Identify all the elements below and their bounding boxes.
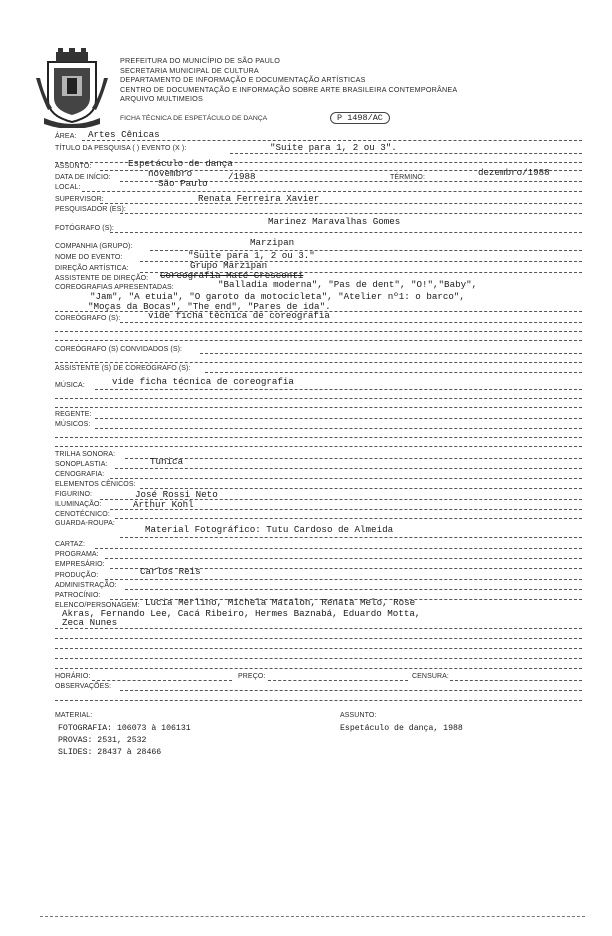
local-label: LOCAL: <box>55 184 81 191</box>
coreografias-line-3: "Moças da Bocas", "The end", "Pares de ida". <box>88 301 331 312</box>
form-number-stamp: P 1498/AC <box>330 112 390 124</box>
form-rule <box>95 428 582 429</box>
companhia-label: COMPANHIA (GRUPO): <box>55 243 133 250</box>
form-rule <box>120 690 582 691</box>
header-line: DEPARTAMENTO DE INFORMAÇÃO E DOCUMENTAÇÃO ARTÍSTICAS <box>120 75 366 85</box>
musicos-label: MÚSICOS: <box>55 421 91 428</box>
nome-evento-value: "Suite para 1, 2 ou 3." <box>188 250 315 261</box>
form-rule <box>105 579 582 580</box>
patrocinio-label: PATROCÍNIO: <box>55 592 101 599</box>
assistente-direcao-label: ASSISTENTE DE DIREÇÃO: <box>55 275 149 282</box>
data-inicio-mes: novembro <box>148 168 193 179</box>
material-fotografia: FOTOGRAFIA: 106073 à 106131 <box>58 724 191 733</box>
supervisor-value: Renata Ferreira Xavier <box>198 193 320 204</box>
elenco-label: ELENCO/PERSONAGEM: <box>55 602 140 609</box>
coreografias-line-2: "Jam", "A etuia", "O garoto da motocicleta", "Atelier nº1: o barco", <box>90 291 465 302</box>
form-rule <box>205 372 582 373</box>
fotografo-value: Marinez Maravalhas Gomes <box>268 216 401 227</box>
form-rule <box>125 589 582 590</box>
titulo-label: TÍTULO DA PESQUISA ( ) EVENTO (X ): <box>55 145 187 152</box>
form-rule <box>55 628 582 629</box>
form-rule <box>115 468 582 469</box>
elementos-label: ELEMENTOS CÊNICOS: <box>55 481 136 488</box>
assunto-bottom-value: Espetáculo de dança, 1988 <box>340 724 463 733</box>
header-line: CENTRO DE DOCUMENTAÇÃO E INFORMAÇÃO SOBRE ARTE BRASILEIRA CONTEMPORÂNEA <box>120 84 458 94</box>
termino-value: dezembro/1988 <box>478 167 550 178</box>
producao-label: PRODUÇÃO: <box>55 572 99 579</box>
cenografia-label: CENOGRAFIA: <box>55 471 105 478</box>
data-inicio-ano: /1988 <box>228 171 256 182</box>
form-rule <box>105 558 582 559</box>
form-rule <box>120 213 582 214</box>
form-rule <box>55 362 582 363</box>
guarda-roupa-value: Material Fotográfico: Tutu Cardoso de Almeida <box>145 524 394 535</box>
iluminacao-value: Arthur Kohl <box>133 499 194 510</box>
form-rule <box>95 389 582 390</box>
form-rule <box>55 437 582 438</box>
programa-label: PROGRAMA: <box>55 551 99 558</box>
form-rule <box>55 398 582 399</box>
iluminacao-label: ILUMINAÇÃO: <box>55 501 102 508</box>
musica-value: vide ficha técnica de coreografia <box>112 376 294 387</box>
elenco-line-3: Zeca Nunes <box>62 617 118 628</box>
elenco-line-2: Akras, Fernando Lee, Cacá Ribeiro, Hermes Baznabá, Eduardo Motta, <box>62 608 421 619</box>
regente-label: REGENTE: <box>55 411 92 418</box>
form-rule <box>120 322 582 323</box>
assistente-direcao-value: Coreografia Maté Cresconti <box>160 270 304 281</box>
form-rule <box>268 680 408 681</box>
assunto-bottom-label: ASSUNTO: <box>340 712 377 719</box>
local-value: São Paulo <box>158 178 208 189</box>
header-line: SECRETARIA MUNICIPAL DE CULTURA <box>120 65 259 75</box>
assistente-coreografo-label: ASSISTENTE (S) DE COREÓGRAFO (S): <box>55 365 191 372</box>
form-rule <box>82 140 582 141</box>
termino-label: TÉRMINO: <box>390 174 426 181</box>
assunto-label: ASSUNTO: <box>55 163 92 170</box>
form-rule <box>100 203 582 204</box>
administracao-label: ADMINISTRAÇÃO: <box>55 582 117 589</box>
cenotecnico-label: CENOTÉCNICO: <box>55 511 110 518</box>
form-rule <box>92 680 232 681</box>
coreografo-label: COREÓGRAFO (S): <box>55 315 121 322</box>
form-rule <box>55 331 582 332</box>
institution-header <box>120 56 457 104</box>
form-rule <box>450 680 582 681</box>
sonoplastia-value: Tunica <box>150 456 184 467</box>
area-value: Artes Cênicas <box>88 129 160 140</box>
form-rule <box>55 446 582 447</box>
nome-evento-label: NOME DO EVENTO: <box>55 254 123 261</box>
horario-label: HORÁRIO: <box>55 673 91 680</box>
form-rule <box>55 648 582 649</box>
musica-label: MÚSICA: <box>55 382 85 389</box>
preco-label: PREÇO: <box>238 673 266 680</box>
data-inicio-label: DATA DE INÍCIO: <box>55 174 111 181</box>
form-rule <box>95 548 582 549</box>
trilha-label: TRILHA SONORA: <box>55 451 116 458</box>
figurino-label: FIGURINO: <box>55 491 93 498</box>
coreografias-line-1: "Balladia moderna", "Pas de dent", "O!","Baby", <box>218 279 478 290</box>
material-provas: PROVAS: 2531, 2532 <box>58 736 147 745</box>
area-label: ÁREA: <box>55 133 77 140</box>
elenco-line-1: Lucia Merlino, Michela Matalon, Renata Melo, Rose <box>145 597 416 608</box>
pesquisador-label: PESQUISADOR (ES): <box>55 206 126 213</box>
header-line: ARQUIVO MULTIMEIOS <box>120 94 203 104</box>
form-rule <box>110 232 582 233</box>
cartaz-label: CARTAZ: <box>55 541 85 548</box>
form-rule <box>115 518 582 519</box>
form-rule <box>110 478 582 479</box>
empresario-label: EMPRESÁRIO: <box>55 561 105 568</box>
form-rule <box>55 340 582 341</box>
figurino-value: José Rossi Neto <box>135 489 218 500</box>
form-rule <box>120 537 582 538</box>
form-rule <box>230 153 582 154</box>
companhia-value: Marzipan <box>250 237 295 248</box>
form-rule <box>55 638 582 639</box>
form-rule <box>55 407 582 408</box>
guarda-roupa-label: GUARDA-ROUPA: <box>55 520 115 527</box>
form-rule <box>82 191 582 192</box>
direcao-value: Grupo Marzipan <box>190 260 268 271</box>
form-rule <box>110 509 582 510</box>
header-line: PREFEITURA DO MUNICÍPIO DE SÃO PAULO <box>120 56 281 65</box>
form-rule <box>55 668 582 669</box>
form-title: FICHA TÉCNICA DE ESPETÁCULO DE DANÇA <box>120 115 268 122</box>
coreografias-label: COREOGRAFIAS APRESENTADAS: <box>55 284 174 291</box>
coreografo-convidados-label: COREÓGRAFO (S) CONVIDADOS (S): <box>55 346 183 353</box>
direcao-label: DIREÇÃO ARTÍSTICA: <box>55 265 129 272</box>
material-label: MATERIAL: <box>55 712 93 719</box>
form-rule <box>95 418 582 419</box>
form-rule <box>125 458 582 459</box>
assunto-value: Espetáculo de dança <box>128 158 233 169</box>
material-slides: SLIDES: 28437 à 28466 <box>58 748 162 757</box>
form-rule <box>55 700 582 701</box>
supervisor-label: SUPERVISOR: <box>55 196 104 203</box>
producao-value: Carlos Reis <box>140 566 201 577</box>
sonoplastia-label: SONOPLASTIA: <box>55 461 108 468</box>
form-rule <box>200 353 582 354</box>
titulo-value: "Suite para 1, 2 ou 3". <box>270 142 397 153</box>
fotografo-label: FOTÓGRAFO (S): <box>55 225 114 232</box>
coreografo-value: vide ficha técnica de coreografia <box>148 310 330 321</box>
form-rule <box>55 658 582 659</box>
bottom-scan-line <box>40 916 585 917</box>
observacoes-label: OBSERVAÇÕES: <box>55 683 112 690</box>
censura-label: CENSURA: <box>412 673 449 680</box>
coat-of-arms-seal <box>34 48 110 128</box>
